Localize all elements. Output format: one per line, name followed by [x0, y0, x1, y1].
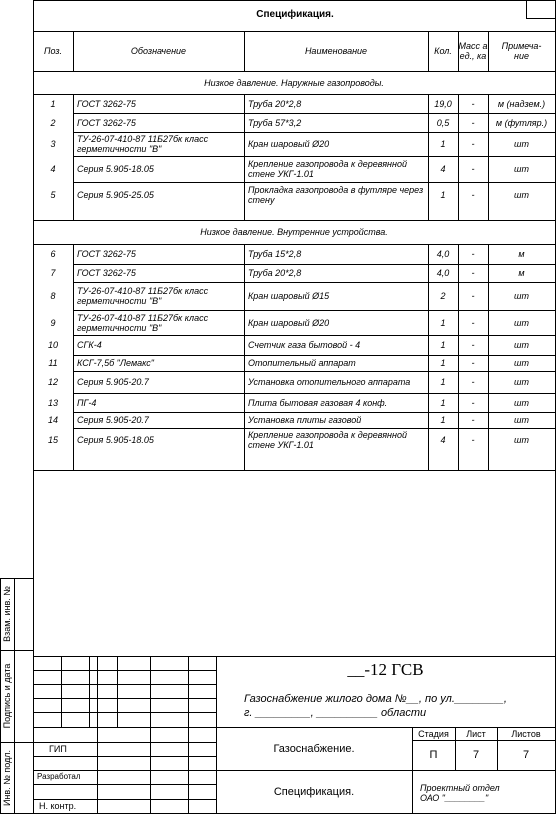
cell-pos: 6 — [50, 249, 56, 259]
cell-designation: Серия 5.905-20.7 — [77, 415, 149, 425]
cell-note: шт — [514, 377, 529, 387]
stamp-role-control: Н. контр. — [39, 801, 77, 811]
cell-pos: 7 — [50, 268, 56, 278]
cell-designation: ТУ-26-07-410-87 11Б27бк класс герметичности "В" — [77, 312, 209, 333]
cell-pos: 14 — [47, 415, 58, 425]
cell-mass: - — [471, 397, 475, 408]
cell-designation: ПГ-4 — [77, 397, 97, 408]
cell-mass: - — [471, 268, 475, 278]
cell-name: Труба 15*2,8 — [248, 249, 302, 259]
cell-designation: ГОСТ 3262-75 — [77, 249, 136, 259]
cell-name: Отопительный аппарат — [248, 358, 356, 368]
side-inv-label: Инв. № подл. — [2, 749, 12, 807]
stamp-section: Газоснабжение. — [273, 742, 355, 755]
cell-mass: - — [471, 139, 475, 149]
side-line — [14, 578, 15, 814]
cell-pos: 12 — [47, 377, 58, 387]
cell-designation: Серия 5.905-18.05 — [77, 164, 154, 174]
cell-qty: 1 — [440, 340, 446, 350]
stamp-line — [117, 656, 118, 727]
cell-note: шт — [514, 340, 529, 350]
cell-designation: ГОСТ 3262-75 — [77, 98, 136, 109]
cell-name: Установка плиты газовой — [248, 415, 362, 425]
cell-designation: ТУ-26-07-410-87 11Б27бк класс герметичности "В" — [77, 286, 209, 306]
stamp-stage-label: Стадия — [418, 728, 449, 739]
cell-note: шт — [514, 139, 529, 149]
header-designation: Обозначение — [130, 46, 187, 56]
stamp-sheet: 7 — [472, 749, 480, 761]
cell-pos: 3 — [50, 139, 56, 149]
cell-name: Счетчик газа бытовой - 4 — [248, 340, 361, 350]
stamp-line — [188, 656, 189, 814]
cell-pos: 13 — [47, 397, 58, 408]
cell-mass: - — [471, 377, 475, 387]
stamp-line — [61, 656, 62, 727]
cell-note: шт — [514, 415, 529, 425]
cell-qty: 1 — [440, 415, 446, 425]
cell-note: шт — [514, 190, 529, 200]
cell-pos: 2 — [50, 117, 56, 128]
cell-qty: 1 — [440, 377, 446, 387]
cell-designation: ГОСТ 3262-75 — [77, 117, 136, 128]
cell-pos: 10 — [47, 340, 58, 350]
cell-note: м (футляр.) — [495, 117, 548, 128]
stamp-line — [150, 656, 151, 814]
stamp-org: Проектный отдел ОАО "________" — [420, 783, 500, 803]
cell-qty: 4,0 — [436, 268, 450, 278]
cell-designation: Серия 5.905-20.7 — [77, 377, 149, 387]
cell-qty: 4 — [440, 435, 446, 445]
cell-qty: 1 — [440, 139, 446, 149]
header-mass: Масс а ед., ка — [458, 41, 488, 61]
stamp-code: __-12 ГСВ — [347, 660, 424, 679]
cell-designation: СГК-4 — [77, 340, 102, 350]
cell-pos: 5 — [50, 190, 56, 200]
cell-name: Труба 20*2,8 — [248, 98, 302, 109]
cell-name: Установка отопительного аппарата — [248, 377, 411, 387]
cell-pos: 8 — [50, 291, 56, 301]
cell-name: Плита бытовая газовая 4 конф. — [248, 397, 388, 408]
cell-note: шт — [514, 291, 529, 301]
side-vzam-label: Взам. инв. № — [2, 586, 12, 642]
spec-title: Спецификация. — [256, 9, 334, 20]
cell-note: м (надзем.) — [497, 98, 546, 109]
stamp-role-developer: Разработал — [37, 772, 81, 781]
cell-name: Кран шаровый Ø15 — [248, 291, 330, 301]
cell-designation: ТУ-26-07-410-87 11Б27бк класс герметичности "В" — [77, 134, 209, 154]
cell-note: шт — [514, 358, 529, 368]
cell-name: Труба 20*2,8 — [248, 268, 302, 278]
cell-qty: 1 — [440, 190, 446, 200]
cell-qty: 2 — [440, 291, 446, 301]
cell-qty: 4,0 — [436, 249, 450, 259]
cell-name: Крепление газопровода к деревянной стене УКГ-1.01 — [248, 159, 407, 179]
cell-pos: 9 — [50, 317, 56, 328]
section-title-inner: Низкое давление. Внутренние устройства. — [200, 227, 388, 237]
cell-name: Труба 57*3,2 — [248, 117, 302, 128]
stamp-project: Газоснабжение жилого дома №__, по ул.________, — [244, 693, 507, 705]
side-podpis-label: Подпись и дата — [2, 663, 12, 729]
cell-mass: - — [471, 415, 475, 425]
cell-qty: 0,5 — [436, 117, 450, 128]
cell-pos: 15 — [47, 435, 58, 445]
cell-name: Кран шаровый Ø20 — [248, 317, 330, 328]
cell-note: шт — [514, 397, 529, 408]
cell-note: м — [518, 249, 525, 259]
stamp-role-gip: ГИП — [49, 744, 67, 754]
cell-name: Крепление газопровода к деревянной стене УКГ-1.01 — [248, 430, 407, 450]
stamp-place: г. _________, __________ области — [244, 707, 427, 719]
cell-qty: 1 — [440, 397, 446, 408]
header-qty: Кол. — [434, 46, 452, 56]
header-name: Наименование — [304, 46, 368, 56]
stamp-sheets-label: Листов — [511, 728, 541, 739]
cell-mass: - — [471, 291, 475, 301]
header-pos: Поз. — [43, 46, 63, 56]
stamp-sheets: 7 — [522, 749, 530, 761]
stamp-line — [97, 656, 98, 814]
cell-note: м — [518, 268, 525, 278]
cell-mass: - — [471, 435, 475, 445]
cell-mass: - — [471, 164, 475, 174]
header-note: Примеча- ние — [501, 41, 542, 61]
cell-qty: 1 — [440, 358, 446, 368]
cell-qty: 1 — [440, 317, 446, 328]
cell-pos: 1 — [50, 98, 56, 109]
cell-name: Прокладка газопровода в футляре через стену — [248, 185, 424, 205]
stamp-line — [89, 656, 90, 727]
cell-designation: ГОСТ 3262-75 — [77, 268, 136, 278]
cell-qty: 19,0 — [434, 98, 452, 109]
stamp-doc: Спецификация. — [273, 786, 355, 798]
cell-name: Кран шаровый Ø20 — [248, 139, 330, 149]
cell-pos: 11 — [48, 358, 58, 368]
cell-mass: - — [471, 249, 475, 259]
cell-mass: - — [471, 190, 475, 200]
frame-top — [33, 0, 556, 1]
stamp-sheet-label: Лист — [466, 728, 486, 739]
cell-mass: - — [471, 317, 475, 328]
section-title-outer: Низкое давление. Наружные газопроводы. — [204, 77, 384, 88]
cell-note: шт — [514, 164, 529, 174]
stamp-line — [33, 656, 555, 657]
cell-mass: - — [471, 340, 475, 350]
stamp-stage: П — [429, 749, 438, 761]
cell-mass: - — [471, 117, 475, 128]
cell-designation: КСГ-7,5б "Лемакс" — [77, 358, 154, 368]
cell-note: шт — [514, 317, 529, 328]
cell-note: шт — [514, 435, 529, 445]
table-line — [33, 470, 555, 471]
cell-pos: 4 — [50, 164, 56, 174]
cell-qty: 4 — [440, 164, 446, 174]
cell-designation: Серия 5.905-18.05 — [77, 435, 154, 445]
cell-designation: Серия 5.905-25.05 — [77, 190, 154, 200]
cell-mass: - — [471, 98, 475, 109]
cell-mass: - — [471, 358, 475, 368]
